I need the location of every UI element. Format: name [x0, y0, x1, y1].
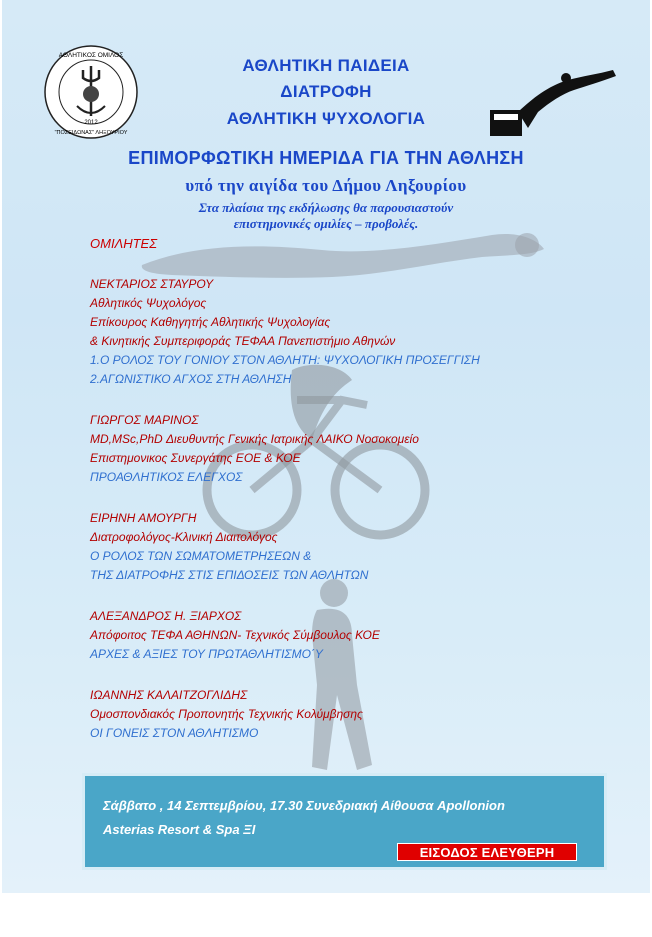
speaker-name: ΓΙΩΡΓΟΣ ΜΑΡΙΝΟΣ	[90, 413, 199, 427]
poster	[2, 0, 650, 893]
speaker-topic: 2.ΑΓΩΝΙΣΤΙΚΟ ΑΓΧΟΣ ΣΤΗ ΑΘΛΗΣΗ	[90, 372, 292, 386]
event-title: ΕΠΙΜΟΡΦΩΤΙΚΗ ΗΜΕΡΙΔΑ ΓΙΑ ΤΗΝ ΑΘΛΗΣΗ	[128, 148, 524, 168]
header-line-1: ΑΘΛΗΤΙΚΗ ΠΑΙΔΕΙΑ	[242, 56, 410, 75]
free-entry-badge: ΕΙΣΟΔΟΣ ΕΛΕΥΘΕΡΗ	[397, 843, 577, 861]
speaker-topic: 1.Ο ΡΟΛΟΣ ΤΟΥ ΓΟΝΙΟΥ ΣΤΟΝ ΑΘΛΗΤΗ: ΨΥΧΟΛΟΓΙΚΗ ΠΡΟΣΕΓΓΙΣΗ	[90, 353, 480, 367]
speaker-role: Επίκουρος Καθηγητής Αθλητικής Ψυχολογίας	[90, 315, 331, 329]
page-bottom-margin	[0, 893, 652, 937]
speakers-title: ΟΜΙΛΗΤΕΣ	[90, 236, 158, 251]
speaker-block	[90, 607, 380, 664]
auspices-text: υπό την αιγίδα του Δήμου Ληξουρίου	[185, 176, 467, 195]
speaker-role: Απόφοιτος ΤΕΦΑ ΑΘΗΝΩΝ- Τεχνικός Σύμβουλος ΚΟΕ	[90, 628, 380, 642]
header-line-2: ΔΙΑΤΡΟΦΗ	[280, 82, 372, 101]
speaker-name: ΕΙΡΗΝΗ ΑΜΟΥΡΓΗ	[90, 511, 197, 525]
speaker-role: & Κινητικής Συμπεριφοράς ΤΕΦΑΑ Πανεπιστήμιο Αθηνών	[90, 334, 396, 348]
speaker-topic: ΟΙ ΓΟΝΕΙΣ ΣΤΟΝ ΑΘΛΗΤΙΣΜΟ	[90, 726, 259, 740]
speaker-name: ΙΩΑΝΝΗΣ ΚΑΛΑΙΤΖΟΓΛΙΔΗΣ	[90, 688, 248, 702]
speaker-role: Διατροφολόγος-Κλινική Διαιτολόγος	[90, 530, 278, 544]
speaker-topic: ΤΗΣ ΔΙΑΤΡΟΦΗΣ ΣΤΙΣ ΕΠΙΔΟΣΕΙΣ ΤΩΝ ΑΘΛΗΤΩΝ	[90, 568, 369, 582]
event-venue-resort: Asterias Resort & Spa ΞΙ	[103, 822, 256, 837]
intro-line-1: Στα πλαίσια της εκδήλωσης θα παρουσιαστούν	[198, 200, 454, 215]
runner-silhouette	[272, 575, 392, 775]
header-line-3: ΑΘΛΗΤΙΚΗ ΨΥΧΟΛΟΓΙΑ	[226, 109, 426, 128]
speaker-topic: ΠΡΟΑΘΛΗΤΙΚΟΣ ΕΛΕΓΧΟΣ	[90, 470, 243, 484]
diver-icon	[488, 68, 620, 140]
event-info-box	[82, 773, 607, 870]
logo-top-text: ΑΘΛΗΤΙΚΟΣ ΟΜΙΛΟΣ	[58, 52, 124, 59]
speaker-role: MD,MSc,PhD Διευθυντής Γενικής Ιατρικής ΛΑΙΚΟ Νοσοκομείο	[90, 432, 419, 446]
logo-year: 2012	[84, 120, 98, 126]
speaker-name: ΑΛΕΞΑΝΔΡΟΣ Η. ΞΙΑΡΧΟΣ	[90, 609, 242, 623]
speaker-role: Αθλητικός Ψυχολόγος	[90, 296, 207, 310]
speaker-block	[90, 686, 363, 743]
speaker-topic: Ο ΡΟΛΟΣ ΤΩΝ ΣΩΜΑΤΟΜΕΤΡΗΣΕΩΝ &	[90, 549, 312, 563]
speaker-role: Ομοσπονδιακός Προπονητής Τεχνικής Κολύμβησης	[90, 707, 363, 721]
speaker-block	[90, 411, 419, 487]
speaker-topic: ΑΡΧΕΣ & ΑΞΙΕΣ ΤΟΥ ΠΡΩΤΑΘΛΗΤΙΣΜΟ΄Υ	[90, 647, 323, 661]
speaker-block	[90, 275, 480, 389]
speaker-name: ΝΕΚΤΑΡΙΟΣ ΣΤΑΥΡΟΥ	[90, 277, 214, 291]
speaker-role: Επιστημονικος Συνεργάτης ΕΟΕ & ΚΟΕ	[90, 451, 301, 465]
logo-bottom-text: "ΠΟΣΕΙΔΩΝΑΣ" ΛΗΞΟΥΡΙΟΥ	[54, 130, 128, 136]
event-date-venue: Σάββατο , 14 Σεπτεμβρίου, 17.30 Συνεδριακή Αίθουσα Apollonion	[103, 798, 505, 813]
intro-line-2: επιστημονικές ομιλίες – προβολές.	[233, 216, 419, 231]
speaker-block	[90, 509, 368, 585]
